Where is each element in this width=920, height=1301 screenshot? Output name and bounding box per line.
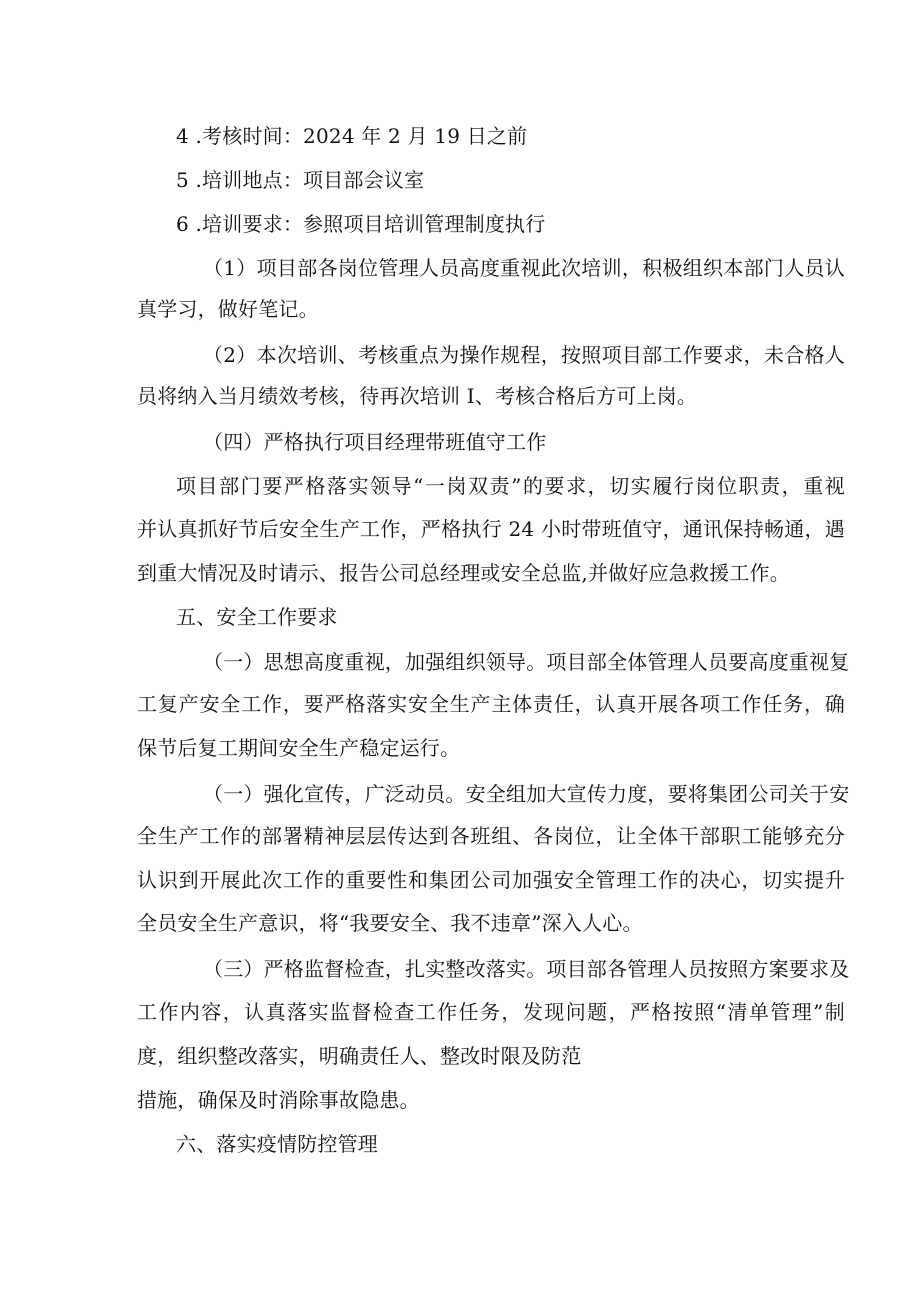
section-5-2-line-4: 全员安全生产意识，将“我要安全、我不违章”深入人心。 <box>137 911 643 935</box>
section-5-1-line-3: 保节后复工期间安全生产稳定运行。 <box>137 736 461 760</box>
section-six-heading: 六、落实疫情防控管理 <box>176 1132 378 1156</box>
section-4-heading: （四）严格执行项目经理带班值守工作 <box>203 430 547 454</box>
requirement-2-line-2: 员将纳入当月绩效考核，待再次培训 I、考核合格后方可上岗。 <box>137 384 698 408</box>
section-five-heading: 五、安全工作要求 <box>176 605 338 629</box>
section-5-3-line-4: 措施，确保及时消除事故隐患。 <box>137 1088 420 1112</box>
requirement-2-line-1: （2）本次培训、考核重点为操作规程，按照项目部工作要求，未合格人 <box>203 343 845 367</box>
section-5-1-line-1: （一）思想高度重视，加强组织领导。项目部全体管理人员要高度重视复 <box>203 650 850 674</box>
section-5-2-line-2: 全生产工作的部署精神层层传达到各班组、各岗位，让全体干部职工能够充分 <box>137 824 845 848</box>
item-4-assessment-time: 4 .考核时间：2024 年 2 月 19 日之前 <box>176 124 528 148</box>
item-5-training-location: 5 .培训地点：项目部会议室 <box>176 168 425 192</box>
section-5-2-line-3: 认识到开展此次工作的重要性和集团公司加强安全管理工作的决心，切实提升 <box>137 868 845 892</box>
section-5-2-line-1: （一）强化宣传，广泛动员。安全组加大宣传力度，要将集团公司关于安 <box>203 782 850 806</box>
requirement-1-line-1: （1）项目部各岗位管理人员高度重视此次培训，积极组织本部门人员认 <box>203 256 845 280</box>
section-4-para-line-1: 项目部门要严格落实领导“一岗双责”的要求，切实履行岗位职责，重视 <box>176 474 845 498</box>
requirement-1-line-2: 真学习，做好笔记。 <box>137 297 319 321</box>
section-5-1-line-2: 工复产安全工作，要严格落实安全生产主体责任，认真开展各项工作任务，确 <box>137 692 845 716</box>
section-5-3-line-2: 工作内容，认真落实监督检查工作任务，发现问题，严格按照“清单管理”制 <box>137 1000 845 1024</box>
section-4-para-line-2: 并认真抓好节后安全生产工作，严格执行 24 小时带班值守，通讯保持畅通，遇 <box>137 517 845 541</box>
section-5-3-line-3: 度，组织整改落实，明确责任人、整改时限及防范 <box>137 1044 582 1068</box>
section-5-3-line-1: （三）严格监督检查，扎实整改落实。项目部各管理人员按照方案要求及 <box>203 957 850 981</box>
section-4-para-line-3: 到重大情况及时请示、报告公司总经理或安全总监,并做好应急救援工作。 <box>137 561 790 585</box>
item-6-training-requirements: 6 .培训要求：参照项目培训管理制度执行 <box>176 212 546 236</box>
